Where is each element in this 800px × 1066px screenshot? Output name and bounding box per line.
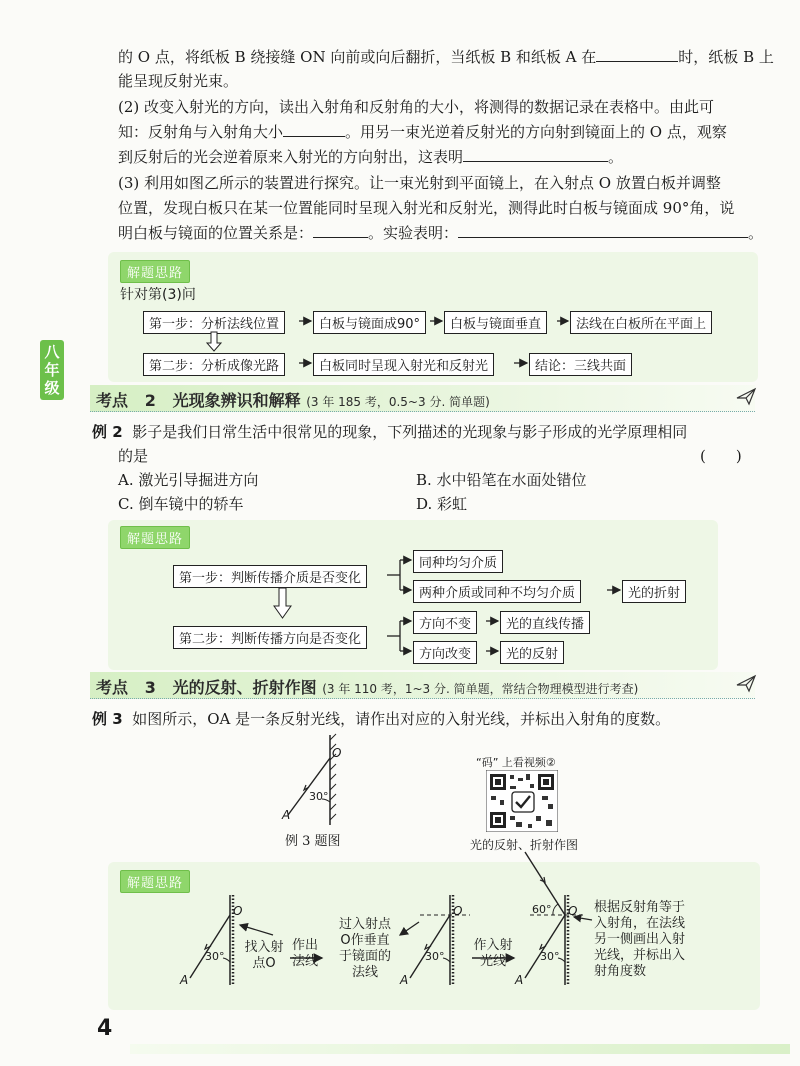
flow1-step1c: 法线在白板所在平面上 [570,311,712,334]
q3-line3: 明白板与镜面的位置关系是： 。实验表明： 。 [118,224,764,242]
flow1-step2a: 白板同时呈现入射光和反射光 [313,353,494,376]
d2-label-o: O [453,904,463,918]
flow1-step2b: 结论：三线共面 [529,353,632,376]
tip-label: 解题思路 [120,526,190,549]
ex3-label-angle: 30° [309,790,329,803]
ex2-option-a[interactable]: A. 激光引导掘进方向 [118,471,259,489]
qr-caption: 光的反射、折射作图 [470,838,579,852]
ex3-stem: 例 3 如图所示，OA 是一条反射光线，请作出对应的入射光线，并标出入射角的度数。 [92,710,671,728]
tip-label: 解题思路 [120,870,190,893]
ex2-option-c[interactable]: C. 倒车镜中的轿车 [118,495,244,513]
page-number: 4 [97,1016,113,1041]
flow2-step2b: 光的直线传播 [500,611,590,634]
q3-line2: 位置，发现白板只在某一位置能同时呈现入射光和反射光，测得此时白板与镜面成 90°角，说 [118,199,735,217]
flow3-step2: 作出法线 [291,938,318,969]
flow1-intro: 针对第(3)问 [120,287,196,303]
ex3-label-a: A [282,808,291,822]
d3-label-o: O [568,904,578,918]
flow3-step1: 找入射点O [244,940,284,971]
ex2-stem-line2: 的是 [118,447,149,465]
q1-line2: 能呈现反射光束。 [118,72,239,90]
ex2-option-d[interactable]: D. 彩虹 [416,495,468,513]
d2-label-angle: 30° [425,950,445,963]
d1-label-a: A [180,973,189,987]
flow2-step2a: 方向不变 [413,611,477,634]
flow2-step1b: 两种介质或同种不均匀介质 [413,580,581,603]
d1-label-angle: 30° [205,950,225,963]
d3-label-60: 60° [532,903,552,916]
q3-line1: (3) 利用如图乙所示的装置进行探究。让一束光射到平面镜上，在入射点 O 放置白板并调整 [118,174,721,192]
flow3-step4: 作入射光线 [473,938,513,969]
ex2-stem-line1: 例 2 影子是我们日常生活中很常见的现象，下列描述的光现象与影子形成的光学原理相同 [92,423,688,441]
q2-line1: (2) 改变入射光的方向，读出入射角和反射角的大小，将测得的数据记录在表格中。由此可 [118,98,715,116]
d3-label-angle: 30° [540,950,560,963]
flow2-step1a: 同种均匀介质 [413,550,503,573]
flow1-step1a: 白板与镜面成90° [313,311,426,334]
flow2-step2d: 光的反射 [500,641,564,664]
q2-line3: 到反射后的光会逆着原来入射光的方向射出，这表明 。 [118,148,624,166]
q1-line1: 的 O 点，将纸板 B 绕接缝 ON 向前或向后翻折，当纸板 B 和纸板 A 在 时，纸板 B 上 [118,48,774,66]
flow3-step3: 过入射点O作垂直于镜面的法线 [338,917,391,980]
kd3-heading: 考点 3 光的反射、折射作图 (3 年 110 考，1~3 分. 简单题，常结合物理模型进行考查) [96,678,639,697]
flow2-step2c: 方向改变 [413,641,477,664]
flow2-step1: 第一步：判断传播介质是否变化 [173,565,367,588]
kd2-heading: 考点 2 光现象辨识和解释 (3 年 185 考，0.5~3 分. 简单题) [96,391,490,410]
tip-label: 解题思路 [120,260,190,283]
flow2-step2: 第二步：判断传播方向是否变化 [173,626,367,649]
flow1-step2: 第二步：分析成像光路 [143,353,285,376]
flow3-step5: 根据反射角等于入射角，在法线另一侧画出入射光线，并标出入射角度数 [594,900,686,979]
flow1-step1: 第一步：分析法线位置 [143,311,285,334]
ex2-answer-paren[interactable]: ( ) [700,447,742,465]
flow2-step1c: 光的折射 [622,580,686,603]
bottom-stripe [130,1044,790,1054]
d3-label-a: A [515,973,524,987]
ex3-label-o: O [332,746,342,760]
d2-label-a: A [400,973,409,987]
qr-top-text: “码” 上看视频② [476,756,556,769]
q2-line2: 知：反射角与入射角大小 。用另一束光逆着反射光的方向射到镜面上的 O 点，观察 [118,123,727,141]
ex2-option-b[interactable]: B. 水中铅笔在水面处错位 [416,471,587,489]
grade-side-tab: 八年级 [40,340,64,400]
ex3-fig-caption: 例 3 题图 [285,834,341,849]
d1-label-o: O [233,904,243,918]
flow1-step1b: 白板与镜面垂直 [444,311,547,334]
